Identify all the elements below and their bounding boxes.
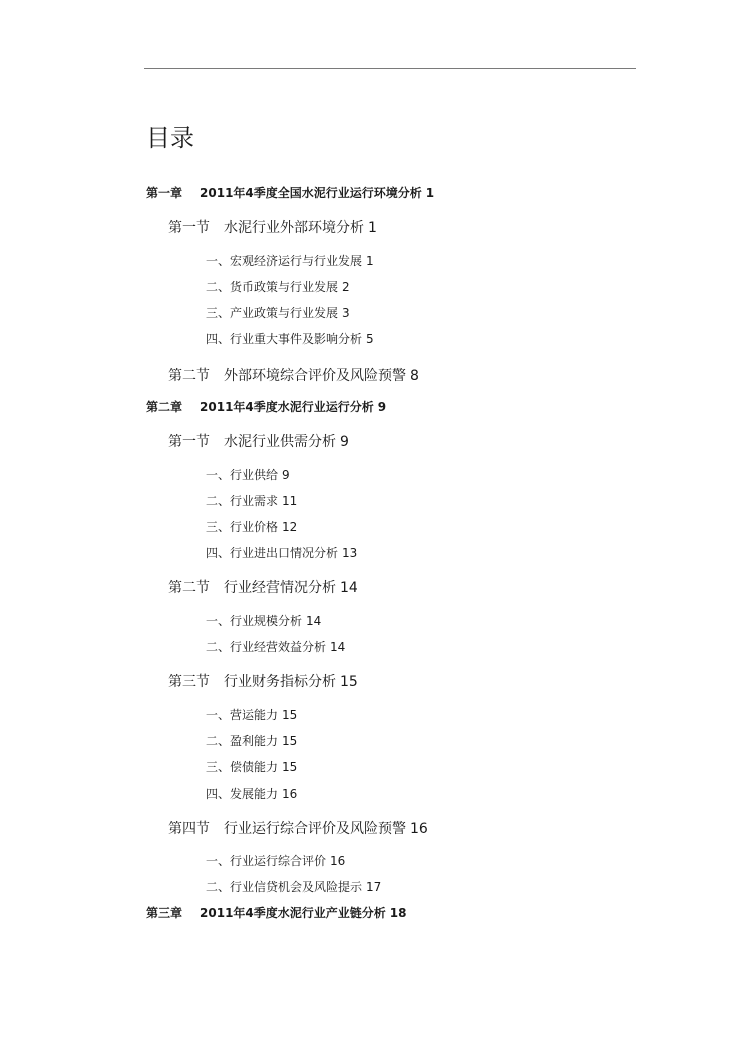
toc-entry-page-number: 15 xyxy=(340,674,358,690)
toc-entry-page-number: 14 xyxy=(340,580,358,596)
toc-entry-text: 2011年4季度水泥行业运行分析 xyxy=(200,400,374,414)
toc-subsection-entry[interactable] xyxy=(206,733,297,749)
toc-entry-page-number: 1 xyxy=(366,254,374,268)
toc-entry-label: 第一章 xyxy=(146,186,183,200)
toc-entry-label: 第二节 xyxy=(168,368,210,384)
toc-subsection-entry[interactable] xyxy=(206,467,290,483)
toc-entry-text: 一、行业供给 xyxy=(206,468,279,482)
toc-entry-text: 二、行业经营效益分析 xyxy=(206,640,327,654)
toc-section-entry[interactable] xyxy=(168,433,349,451)
toc-entry-page-number: 16 xyxy=(282,787,298,801)
toc-entry-text: 一、行业运行综合评价 xyxy=(206,854,327,868)
toc-entry-text: 外部环境综合评价及风险预警 xyxy=(224,368,406,384)
toc-entry-text: 一、营运能力 xyxy=(206,708,279,722)
toc-section-entry[interactable] xyxy=(168,367,419,385)
toc-section-entry[interactable] xyxy=(168,219,377,237)
header-rule xyxy=(144,68,636,69)
toc-subsection-entry[interactable] xyxy=(206,305,350,321)
toc-subsection-entry[interactable] xyxy=(206,639,345,655)
toc-entry-page-number: 2 xyxy=(342,280,350,294)
toc-entry-page-number: 3 xyxy=(342,306,350,320)
toc-entry-text: 二、货币政策与行业发展 xyxy=(206,280,339,294)
toc-entry-page-number: 15 xyxy=(282,760,298,774)
toc-entry-text: 行业运行综合评价及风险预警 xyxy=(224,821,406,837)
toc-entry-text: 四、行业进出口情况分析 xyxy=(206,546,339,560)
toc-subsection-entry[interactable] xyxy=(206,331,374,347)
toc-entry-page-number: 17 xyxy=(366,880,382,894)
toc-entry-page-number: 16 xyxy=(330,854,346,868)
toc-subsection-entry[interactable] xyxy=(206,853,345,869)
toc-entry-text: 水泥行业外部环境分析 xyxy=(224,220,364,236)
toc-entry-text: 三、行业价格 xyxy=(206,520,279,534)
toc-entry-page-number: 9 xyxy=(377,400,387,414)
toc-subsection-entry[interactable] xyxy=(206,759,297,775)
toc-entry-label: 第三节 xyxy=(168,674,210,690)
toc-entry-text: 二、行业需求 xyxy=(206,494,279,508)
toc-entry-text: 行业财务指标分析 xyxy=(224,674,336,690)
toc-chapter-entry[interactable] xyxy=(146,399,386,415)
toc-entry-page-number: 15 xyxy=(282,734,298,748)
toc-entry-label: 第二节 xyxy=(168,580,210,596)
toc-entry-label: 第四节 xyxy=(168,821,210,837)
toc-subsection-entry[interactable] xyxy=(206,879,381,895)
toc-subsection-entry[interactable] xyxy=(206,786,297,802)
toc-entry-page-number: 13 xyxy=(342,546,358,560)
toc-entry-page-number: 1 xyxy=(425,186,435,200)
toc-subsection-entry[interactable] xyxy=(206,519,297,535)
toc-subsection-entry[interactable] xyxy=(206,253,374,269)
toc-entry-text: 四、行业重大事件及影响分析 xyxy=(206,332,363,346)
toc-entry-page-number: 15 xyxy=(282,708,298,722)
toc-entry-text: 三、偿债能力 xyxy=(206,760,279,774)
toc-section-entry[interactable] xyxy=(168,673,358,691)
toc-entry-page-number: 16 xyxy=(410,821,428,837)
toc-section-entry[interactable] xyxy=(168,579,358,597)
toc-title: 目录 xyxy=(146,124,194,152)
toc-section-entry[interactable] xyxy=(168,820,428,838)
toc-entry-text: 行业经营情况分析 xyxy=(224,580,336,596)
toc-entry-text: 一、宏观经济运行与行业发展 xyxy=(206,254,363,268)
toc-entry-label: 第二章 xyxy=(146,400,183,414)
toc-entry-page-number: 5 xyxy=(366,332,374,346)
toc-chapter-entry[interactable] xyxy=(146,905,406,921)
toc-subsection-entry[interactable] xyxy=(206,545,357,561)
toc-chapter-entry[interactable] xyxy=(146,185,434,201)
toc-entry-text: 四、发展能力 xyxy=(206,787,279,801)
toc-entry-page-number: 11 xyxy=(282,494,298,508)
toc-subsection-entry[interactable] xyxy=(206,707,297,723)
toc-entry-text: 二、盈利能力 xyxy=(206,734,279,748)
toc-subsection-entry[interactable] xyxy=(206,493,297,509)
toc-subsection-entry[interactable] xyxy=(206,613,321,629)
toc-entry-text: 二、行业信贷机会及风险提示 xyxy=(206,880,363,894)
toc-entry-text: 2011年4季度全国水泥行业运行环境分析 xyxy=(200,186,422,200)
toc-entry-page-number: 9 xyxy=(340,434,349,450)
toc-entry-page-number: 18 xyxy=(389,906,407,920)
toc-entry-text: 水泥行业供需分析 xyxy=(224,434,336,450)
toc-entry-text: 三、产业政策与行业发展 xyxy=(206,306,339,320)
toc-entry-text: 一、行业规模分析 xyxy=(206,614,303,628)
toc-subsection-entry[interactable] xyxy=(206,279,350,295)
toc-entry-page-number: 12 xyxy=(282,520,298,534)
toc-entry-text: 2011年4季度水泥行业产业链分析 xyxy=(200,906,386,920)
toc-entry-page-number: 14 xyxy=(330,640,346,654)
toc-entry-page-number: 14 xyxy=(306,614,322,628)
toc-entry-page-number: 8 xyxy=(410,368,419,384)
toc-entry-label: 第一节 xyxy=(168,434,210,450)
toc-entry-label: 第一节 xyxy=(168,220,210,236)
toc-entry-page-number: 1 xyxy=(368,220,377,236)
toc-entry-page-number: 9 xyxy=(282,468,290,482)
toc-entry-label: 第三章 xyxy=(146,906,183,920)
